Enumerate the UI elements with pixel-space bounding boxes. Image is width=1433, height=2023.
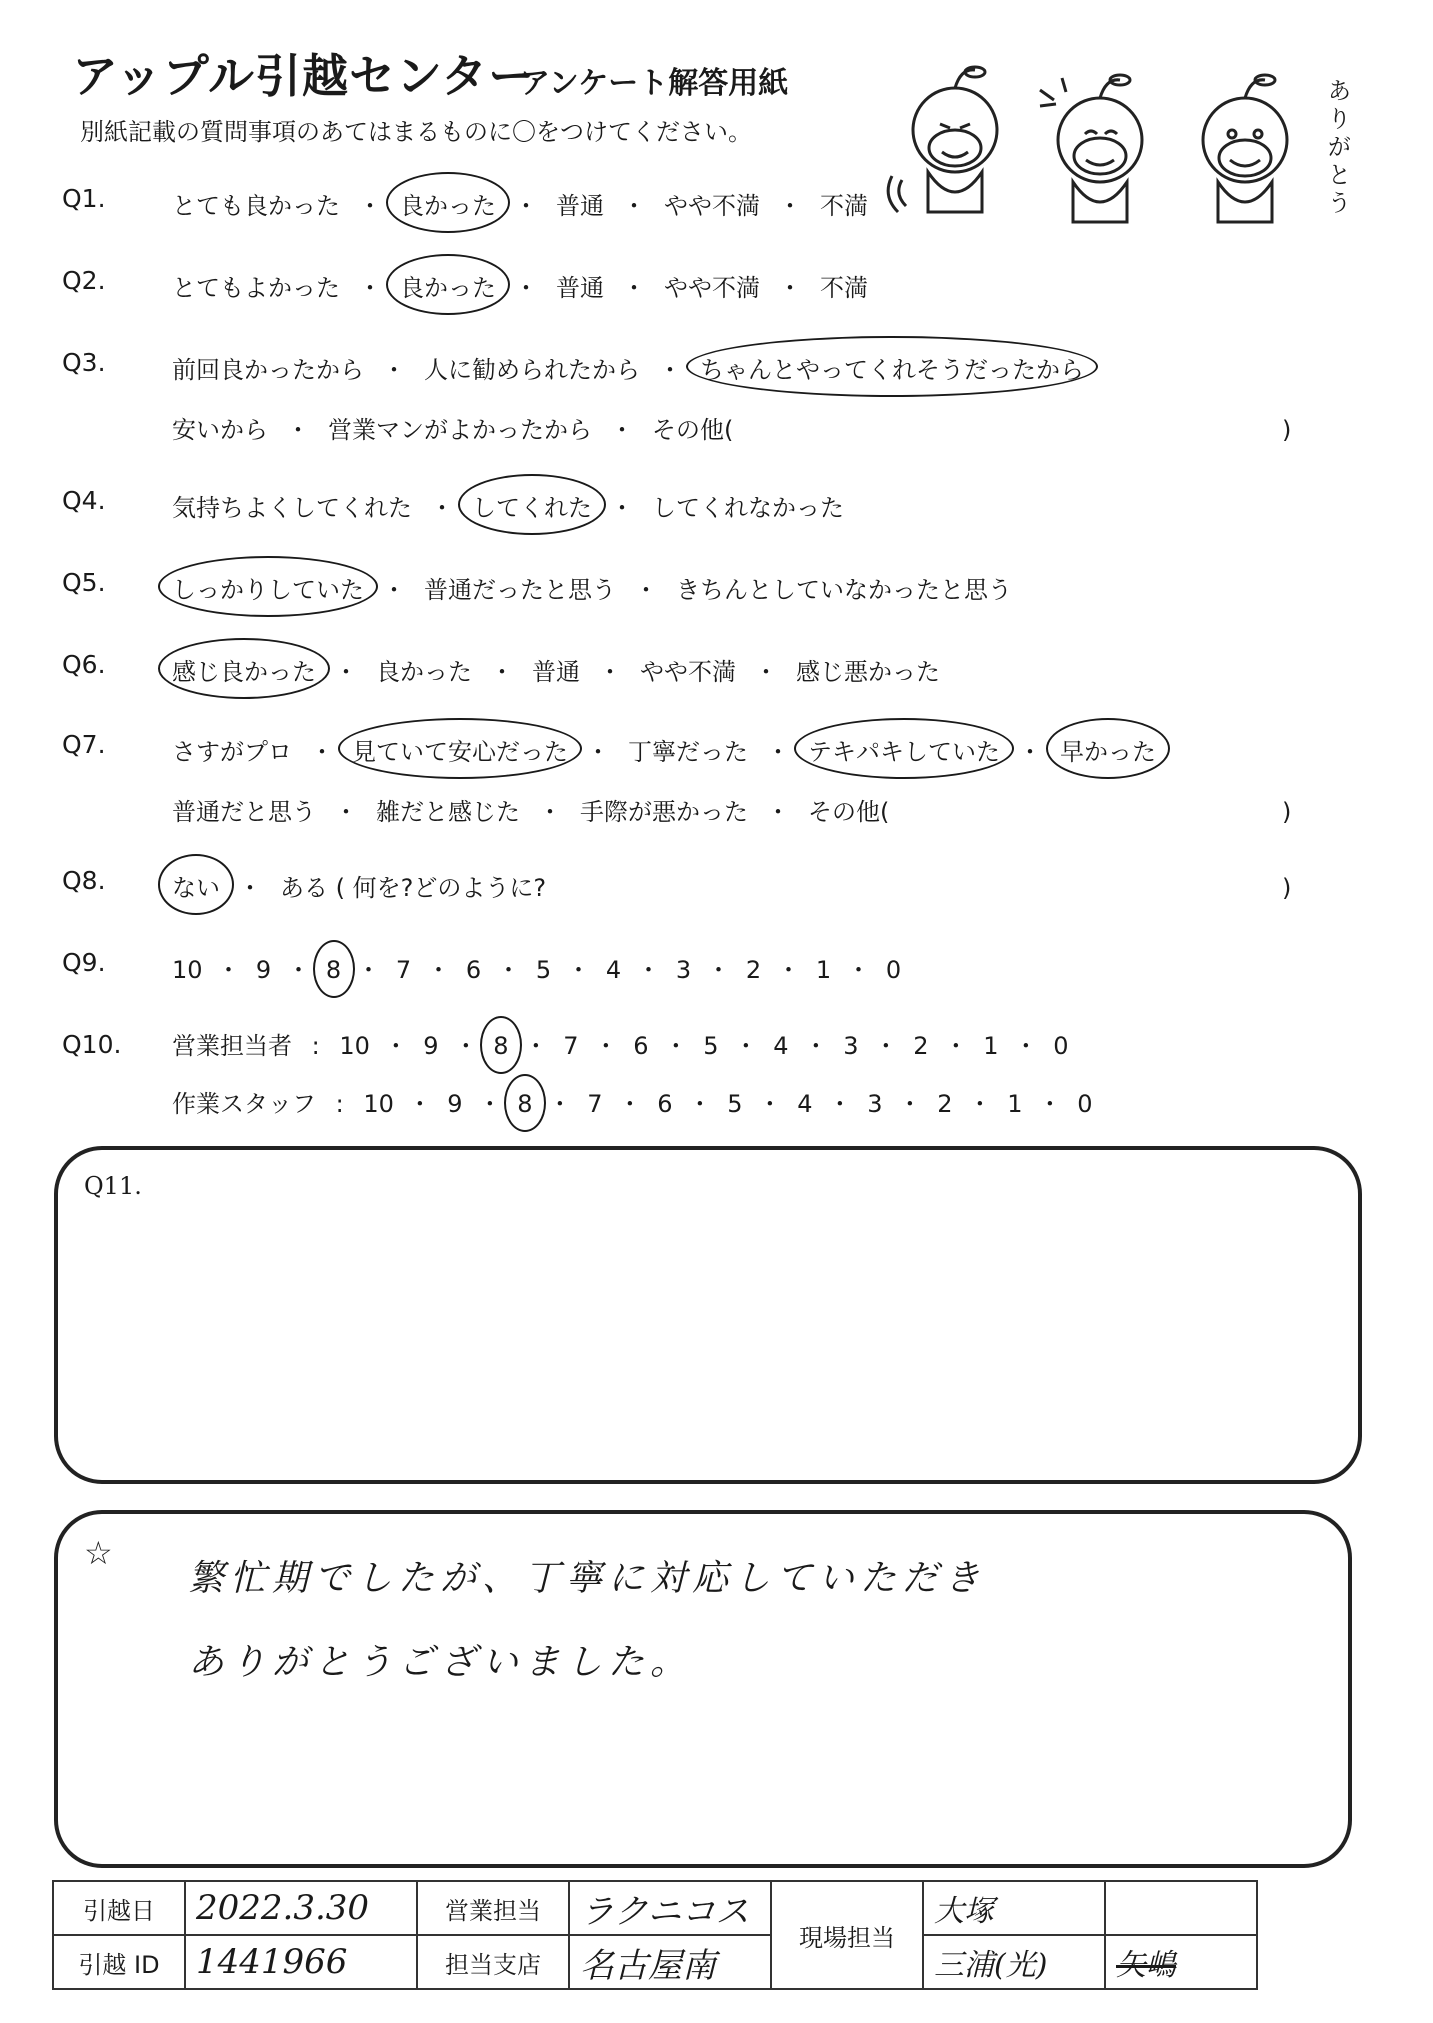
q10-sales-option[interactable]: 10: [339, 1032, 370, 1060]
separator: ・: [593, 1032, 618, 1060]
q7-close-paren: ): [1282, 798, 1292, 826]
separator: ・: [566, 956, 591, 984]
separator: ・: [658, 356, 682, 384]
separator: ・: [538, 798, 562, 826]
q3-option[interactable]: ちゃんとやってくれそうだったから: [700, 350, 1084, 385]
separator: ・: [286, 956, 311, 984]
q3-label: Q3.: [62, 348, 106, 377]
selection-circle-icon: [458, 474, 606, 535]
separator: ・: [523, 1032, 548, 1060]
q2-option[interactable]: 良かった: [400, 268, 496, 303]
separator: ・: [634, 576, 658, 604]
q6-option[interactable]: 良かった: [376, 658, 472, 686]
q10-staff-option[interactable]: 9: [447, 1090, 463, 1118]
q10-staff-option[interactable]: 8: [516, 1090, 534, 1118]
separator: ・: [754, 658, 778, 686]
q7-option[interactable]: その他(: [808, 798, 890, 826]
q9-option[interactable]: 7: [395, 956, 412, 984]
separator: ・: [310, 738, 334, 766]
separator: ・: [610, 416, 634, 444]
q10-sales-option[interactable]: 3: [843, 1032, 859, 1060]
q10-staff-option[interactable]: 3: [867, 1090, 883, 1118]
q5-option[interactable]: 普通だったと思う: [424, 576, 616, 604]
selection-circle-icon: [504, 1074, 546, 1132]
q2-option[interactable]: 不満: [820, 274, 868, 302]
q2-option[interactable]: とてもよかった: [172, 274, 340, 302]
q9-option[interactable]: 0: [885, 956, 902, 984]
q2-option[interactable]: 普通: [556, 274, 604, 302]
q9-scale: [172, 950, 903, 985]
q1-option[interactable]: 普通: [556, 192, 604, 220]
move-date-value: 2022.3.30: [185, 1881, 417, 1935]
q4-option[interactable]: してくれた: [472, 488, 592, 523]
q10-staff-option[interactable]: 2: [937, 1090, 953, 1118]
q8-label: Q8.: [62, 866, 106, 895]
move-id-value: 1441966: [185, 1935, 417, 1989]
q5-options-line: [172, 570, 1012, 605]
q9-option[interactable]: 9: [255, 956, 272, 984]
separator: ・: [356, 956, 381, 984]
q9-option[interactable]: 1: [815, 956, 832, 984]
q7-option[interactable]: 手際が悪かった: [580, 798, 748, 826]
q3-option[interactable]: 安いから: [172, 416, 268, 444]
separator: ・: [943, 1032, 968, 1060]
separator: ・: [477, 1090, 502, 1118]
move-date-label: 引越日: [53, 1881, 185, 1935]
q7-options-line: [172, 732, 1156, 767]
q10-staff-scale: [363, 1090, 1094, 1118]
separator: ・: [1037, 1090, 1062, 1118]
separator: ・: [334, 658, 358, 686]
separator: ・: [766, 738, 790, 766]
separator: ・: [766, 798, 790, 826]
q4-option[interactable]: 気持ちよくしてくれた: [172, 494, 412, 522]
separator: ・: [622, 274, 646, 302]
comment-box[interactable]: [54, 1510, 1352, 1868]
q9-label: Q9.: [62, 948, 106, 977]
thanks-vertical-text: ありがとう: [1323, 78, 1351, 218]
q6-option[interactable]: 感じ悪かった: [796, 658, 940, 686]
separator: ・: [778, 192, 802, 220]
separator: ・: [757, 1090, 782, 1118]
q10-sales-option[interactable]: 7: [563, 1032, 579, 1060]
separator: ・: [358, 274, 382, 302]
separator: ・: [687, 1090, 712, 1118]
q5-option[interactable]: きちんとしていなかったと思う: [676, 576, 1012, 604]
q9-option[interactable]: 5: [535, 956, 552, 984]
instruction-text: 別紙記載の質問事項のあてはまるものに〇をつけてください。: [80, 118, 752, 146]
site-value-1: 大塚: [923, 1881, 1105, 1935]
separator: ・: [706, 956, 731, 984]
star-icon: ☆: [84, 1534, 113, 1572]
q1-label: Q1.: [62, 184, 106, 213]
q1-options-line: [172, 186, 868, 221]
q2-option[interactable]: やや不満: [664, 274, 760, 302]
q3-option[interactable]: 人に勧められたから: [424, 356, 640, 384]
separator: ・: [827, 1090, 852, 1118]
separator: ・: [610, 494, 634, 522]
q8-option[interactable]: ない: [172, 868, 220, 903]
branch-label: 担当支店: [417, 1935, 569, 1989]
q3-options-line: [172, 410, 733, 445]
q1-option[interactable]: とても良かった: [172, 192, 340, 220]
q3-option[interactable]: 営業マンがよかったから: [328, 416, 592, 444]
q7-option[interactable]: 見ていて安心だった: [352, 732, 568, 767]
move-id-label: 引越 ID: [53, 1935, 185, 1989]
site-label: 現場担当: [771, 1881, 923, 1989]
q10-staff-option[interactable]: 10: [363, 1090, 394, 1118]
separator: ・: [216, 956, 241, 984]
q10-sales-colon: :: [311, 1032, 320, 1060]
q7-option[interactable]: 雑だと感じた: [376, 798, 520, 826]
q10-staff-option[interactable]: 0: [1077, 1090, 1093, 1118]
q9-option[interactable]: 4: [605, 956, 622, 984]
q9-option[interactable]: 6: [465, 956, 482, 984]
separator: ・: [383, 1032, 408, 1060]
q10-sales-option[interactable]: 0: [1053, 1032, 1069, 1060]
q11-label: Q11.: [84, 1172, 142, 1200]
selection-circle-icon: [1046, 718, 1170, 779]
selection-circle-icon: [686, 336, 1098, 397]
q10-sales-option[interactable]: 1: [983, 1032, 999, 1060]
separator: ・: [514, 192, 538, 220]
separator: ・: [453, 1032, 478, 1060]
q2-label: Q2.: [62, 266, 106, 295]
selection-circle-icon: [158, 638, 330, 699]
q7-options-line: [172, 792, 889, 827]
branch-value: 名古屋南: [569, 1935, 771, 1989]
selection-circle-icon: [338, 718, 582, 779]
q6-options-line: [172, 652, 940, 687]
q6-label: Q6.: [62, 650, 106, 679]
separator: ・: [967, 1090, 992, 1118]
q10-sales-option[interactable]: 2: [913, 1032, 929, 1060]
q7-option[interactable]: 丁寧だった: [628, 738, 748, 766]
q10-staff-name: 作業スタッフ: [172, 1090, 316, 1118]
separator: ・: [430, 494, 454, 522]
q9-option[interactable]: 8: [325, 956, 343, 984]
q4-label: Q4.: [62, 486, 106, 515]
footer-table: [52, 1880, 1258, 1990]
q10-row-sales: [172, 1026, 1070, 1061]
q3-option[interactable]: 前回良かったから: [172, 356, 364, 384]
q10-staff-option[interactable]: 4: [797, 1090, 813, 1118]
q10-staff-option[interactable]: 7: [587, 1090, 603, 1118]
q10-sales-option[interactable]: 4: [773, 1032, 789, 1060]
q2-options-line: [172, 268, 868, 303]
q8-options-line: [172, 868, 546, 903]
separator: ・: [238, 874, 262, 902]
separator: ・: [598, 658, 622, 686]
separator: ・: [622, 192, 646, 220]
separator: ・: [873, 1032, 898, 1060]
q10-staff-option[interactable]: 1: [1007, 1090, 1023, 1118]
separator: ・: [1013, 1032, 1038, 1060]
q10-row-staff: [172, 1084, 1094, 1119]
q11-answer-box[interactable]: [54, 1146, 1362, 1484]
comment-line-2: ありがとうございました。: [188, 1642, 693, 1683]
q10-sales-option[interactable]: 9: [423, 1032, 439, 1060]
q10-staff-option[interactable]: 5: [727, 1090, 743, 1118]
selection-circle-icon: [158, 854, 234, 915]
separator: ・: [490, 658, 514, 686]
comment-line-1: 繁忙期でしたが、丁寧に対応していただき: [188, 1558, 987, 1599]
separator: ・: [426, 956, 451, 984]
sales-value: ラクニコス: [569, 1881, 771, 1935]
q4-option[interactable]: してくれなかった: [652, 494, 844, 522]
separator: ・: [382, 576, 406, 604]
q10-staff-colon: :: [335, 1090, 344, 1118]
selection-circle-icon: [158, 556, 378, 617]
selection-circle-icon: [386, 254, 510, 315]
q8-option[interactable]: ある ( 何を?どのように?: [280, 874, 547, 902]
selection-circle-icon: [794, 718, 1014, 779]
separator: ・: [663, 1032, 688, 1060]
q10-sales-option[interactable]: 8: [492, 1032, 510, 1060]
sales-label: 営業担当: [417, 1881, 569, 1935]
q10-staff-option[interactable]: 6: [657, 1090, 673, 1118]
q10-sales-option[interactable]: 6: [633, 1032, 649, 1060]
separator: ・: [636, 956, 661, 984]
q7-option[interactable]: 早かった: [1060, 732, 1156, 767]
q7-option[interactable]: さすがプロ: [172, 738, 292, 766]
q7-option[interactable]: 普通だと思う: [172, 798, 316, 826]
separator: ・: [897, 1090, 922, 1118]
site-value-3: 矢嶋: [1105, 1935, 1257, 1989]
site-empty-cell: [1105, 1881, 1257, 1935]
separator: ・: [358, 192, 382, 220]
separator: ・: [1018, 738, 1042, 766]
q1-option[interactable]: 良かった: [400, 186, 496, 221]
q3-option[interactable]: その他(: [652, 416, 734, 444]
separator: ・: [846, 956, 871, 984]
brand-title: アップル引越センター: [72, 49, 536, 103]
q6-option[interactable]: 普通: [532, 658, 580, 686]
separator: ・: [496, 956, 521, 984]
q6-option[interactable]: 感じ良かった: [172, 652, 316, 687]
q4-options-line: [172, 488, 844, 523]
separator: ・: [778, 274, 802, 302]
separator: ・: [286, 416, 310, 444]
q1-option[interactable]: 不満: [820, 192, 868, 220]
q8-close-paren: ): [1282, 874, 1292, 902]
q3-options-line: [172, 350, 1084, 385]
q10-sales-scale: [339, 1032, 1070, 1060]
q3-close-paren: ): [1282, 416, 1292, 444]
separator: ・: [776, 956, 801, 984]
q5-option[interactable]: しっかりしていた: [172, 570, 364, 605]
q5-label: Q5.: [62, 568, 106, 597]
q9-option[interactable]: 2: [745, 956, 762, 984]
selection-circle-icon: [480, 1016, 522, 1074]
separator: ・: [617, 1090, 642, 1118]
q10-label: Q10.: [62, 1030, 122, 1059]
q1-option[interactable]: やや不満: [664, 192, 760, 220]
separator: ・: [586, 738, 610, 766]
q9-option[interactable]: 10: [172, 956, 203, 984]
q10-sales-name: 営業担当者: [172, 1032, 292, 1060]
q9-option[interactable]: 3: [675, 956, 692, 984]
separator: ・: [733, 1032, 758, 1060]
q6-option[interactable]: やや不満: [640, 658, 736, 686]
selection-circle-icon: [386, 172, 510, 233]
mascot-illustration: [880, 60, 1320, 240]
q7-label: Q7.: [62, 730, 106, 759]
separator: ・: [334, 798, 358, 826]
q7-option[interactable]: テキパキしていた: [808, 732, 1000, 767]
site-value-2: 三浦(光): [923, 1935, 1105, 1989]
separator: ・: [382, 356, 406, 384]
separator: ・: [407, 1090, 432, 1118]
separator: ・: [514, 274, 538, 302]
separator: ・: [547, 1090, 572, 1118]
selection-circle-icon: [313, 940, 355, 998]
separator: ・: [803, 1032, 828, 1060]
q10-sales-option[interactable]: 5: [703, 1032, 719, 1060]
form-subtitle: アンケート解答用紙: [520, 66, 789, 101]
